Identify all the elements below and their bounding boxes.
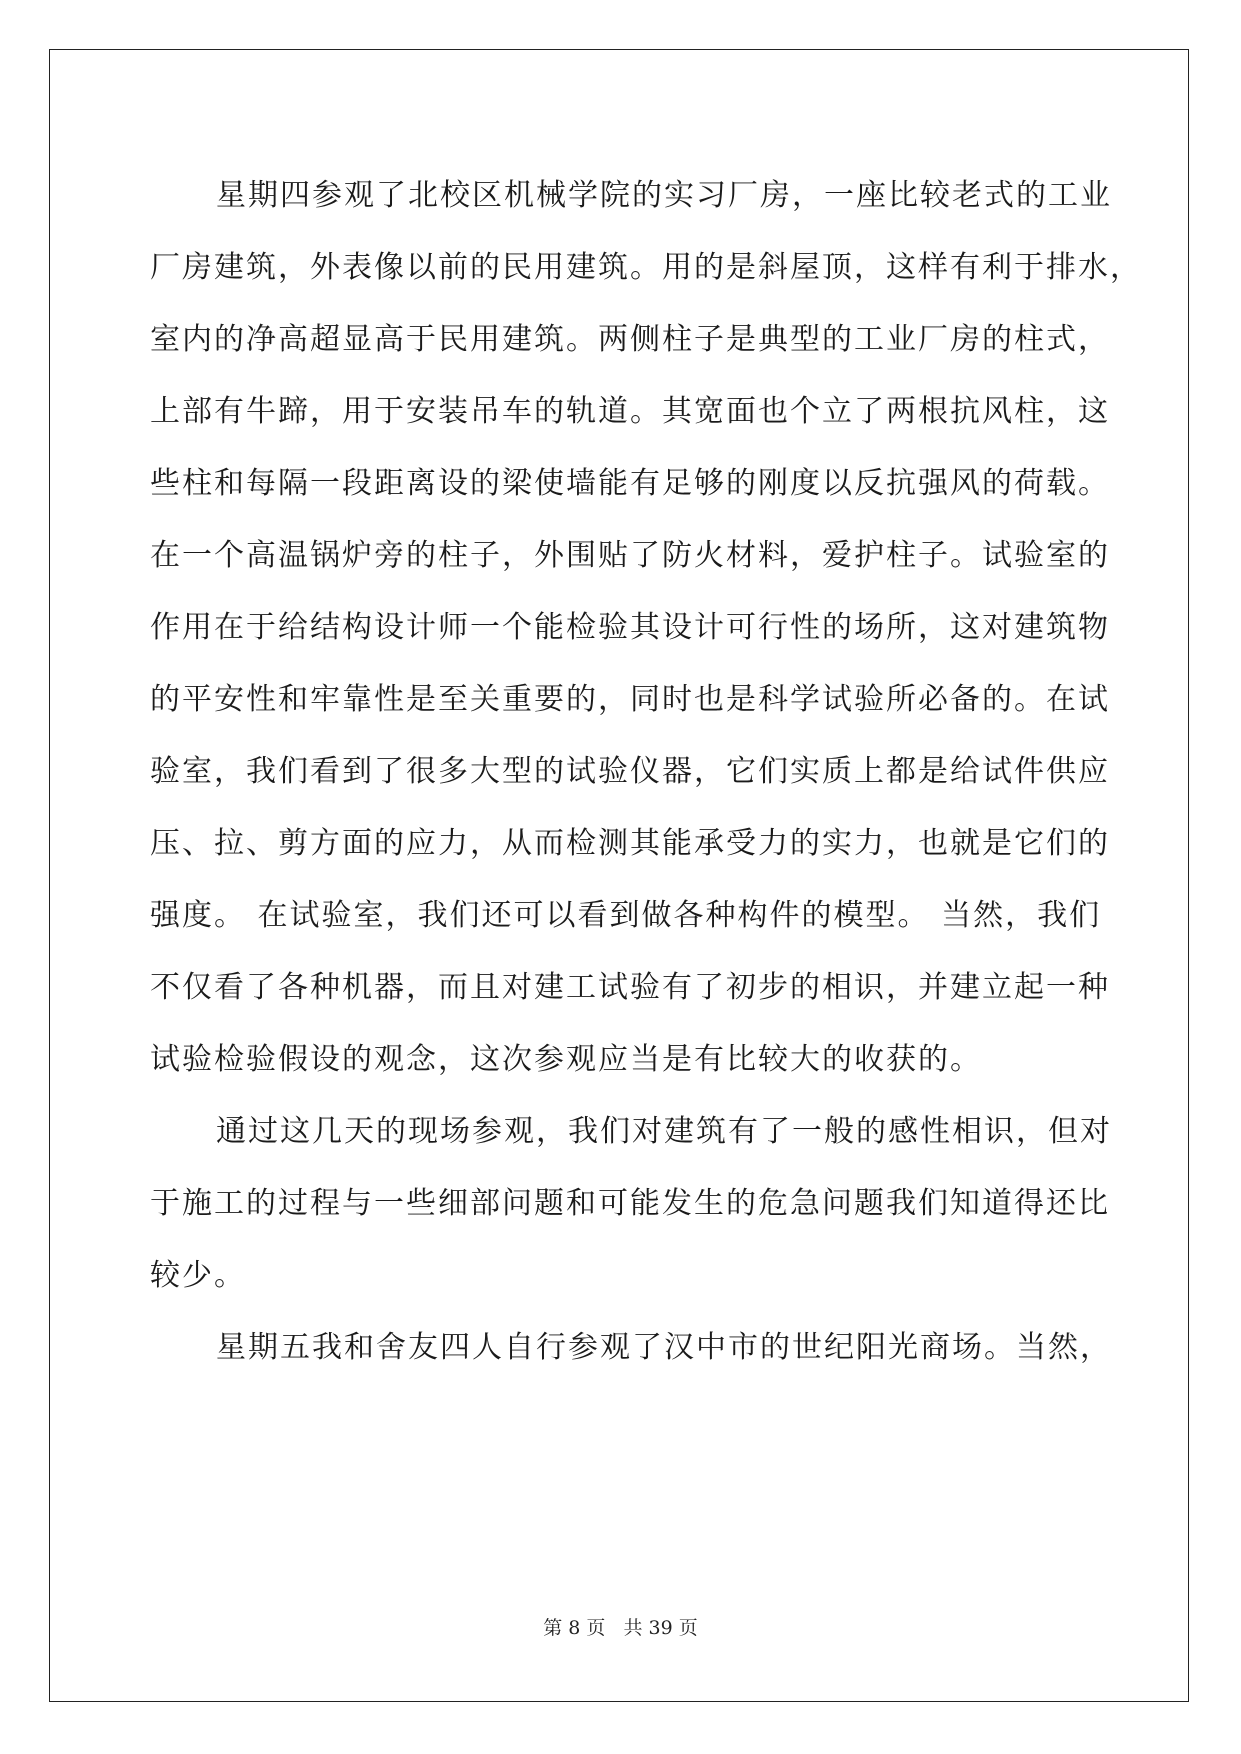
paragraph-line: 验室，我们看到了很多大型的试验仪器，它们实质上都是给试件供应 [150,754,1110,789]
paragraph-line: 的平安性和牢靠性是至关重要的，同时也是科学试验所必备的。在试 [150,682,1110,717]
paragraph-line: 压、拉、剪方面的应力，从而检测其能承受力的实力，也就是它们的 [150,826,1110,861]
paragraph-line: 些柱和每隔一段距离设的梁使墙能有足够的刚度以反抗强风的荷载。 [150,466,1110,501]
paragraph-line: 试验检验假设的观念，这次参观应当是有比较大的收获的。 [150,1042,982,1077]
paragraph-line: 于施工的过程与一些细部问题和可能发生的危急问题我们知道得还比 [150,1186,1110,1221]
paragraph-line: 通过这几天的现场参观，我们对建筑有了一般的感性相识，但对 [216,1114,1112,1149]
paragraph-line: 作用在于给结构设计师一个能检验其设计可行性的场所，这对建筑物 [150,610,1110,645]
paragraph-line: 厂房建筑，外表像以前的民用建筑。用的是斜屋顶，这样有利于排水， [150,250,1142,285]
page-number: 第 8 页 共 39 页 [543,1617,698,1639]
paragraph-line: 星期四参观了北校区机械学院的实习厂房，一座比较老式的工业 [216,178,1112,213]
document-body [150,160,1142,1384]
paragraph-line: 室内的净高超显高于民用建筑。两侧柱子是典型的工业厂房的柱式， [150,322,1110,357]
paragraph-line: 上部有牛蹄，用于安装吊车的轨道。其宽面也个立了两根抗风柱，这 [150,394,1110,429]
paragraph-line: 在一个高温锅炉旁的柱子，外围贴了防火材料，爱护柱子。试验室的 [150,538,1110,573]
page-footer [0,1613,1241,1640]
paragraph-line: 较少。 [150,1258,246,1293]
paragraph-line: 不仅看了各种机器，而且对建工试验有了初步的相识，并建立起一种 [150,970,1110,1005]
paragraph-line: 星期五我和舍友四人自行参观了汉中市的世纪阳光商场。当然， [216,1330,1112,1365]
paragraph-line: 强度。 在试验室，我们还可以看到做各种构件的模型。 当然，我们 [150,898,1102,933]
